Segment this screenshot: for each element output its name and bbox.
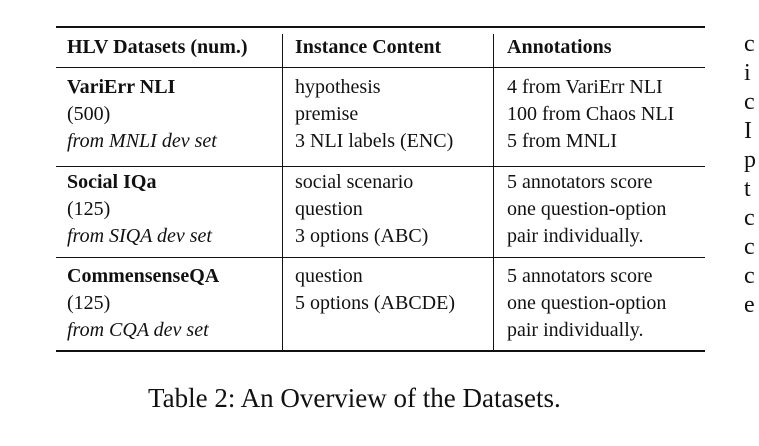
col-divider-2 (493, 34, 494, 351)
margin-letter: e (744, 292, 755, 318)
instance-item: 3 options (ABC) (295, 225, 429, 247)
instance-item: hypothesis (295, 76, 381, 98)
annotation-item: 5 from MNLI (507, 130, 617, 152)
margin-letter: c (744, 263, 755, 289)
margin-letter: i (744, 60, 751, 86)
annotation-item: one question-option (507, 198, 667, 220)
dataset-name: Social IQa (67, 171, 157, 193)
instance-item: question (295, 198, 363, 220)
row-2-dataset-cell (67, 169, 212, 250)
top-rule (56, 26, 705, 28)
margin-letter: I (744, 118, 752, 144)
dataset-count: (125) (67, 198, 111, 220)
annotation-item: 5 annotators score (507, 171, 653, 193)
instance-item: question (295, 265, 363, 287)
annotation-item: 4 from VariErr NLI (507, 76, 663, 98)
margin-letter: c (744, 205, 755, 231)
margin-letter: c (744, 234, 755, 260)
header-annotations: Annotations (507, 36, 612, 58)
row-rule-2 (56, 257, 705, 258)
col-divider-1 (282, 34, 283, 351)
row-3-dataset-cell (67, 263, 219, 344)
row-3-annotations-cell (507, 263, 666, 344)
annotation-item: one question-option (507, 292, 667, 314)
dataset-count: (500) (67, 103, 111, 125)
dataset-count: (125) (67, 292, 111, 314)
row-1-instance-cell (295, 74, 453, 155)
dataset-name: CommensenseQA (67, 265, 220, 287)
row-1-dataset-cell (67, 74, 217, 155)
margin-letter: c (744, 31, 755, 57)
instance-item: 3 NLI labels (ENC) (295, 130, 454, 152)
row-rule-1 (56, 166, 705, 167)
header-rule (56, 67, 705, 68)
annotation-item: pair individually. (507, 319, 644, 341)
cropped-adjacent-column-text (744, 30, 759, 320)
header-instance-content: Instance Content (295, 36, 442, 58)
instance-item: premise (295, 103, 359, 125)
dataset-source: from CQA dev set (67, 319, 209, 341)
margin-letter: p (744, 147, 756, 173)
instance-item: social scenario (295, 171, 414, 193)
row-2-instance-cell (295, 169, 428, 250)
annotation-item: pair individually. (507, 225, 644, 247)
annotation-item: 5 annotators score (507, 265, 653, 287)
dataset-source: from MNLI dev set (67, 130, 217, 152)
instance-item: 5 options (ABCDE) (295, 292, 455, 314)
row-1-annotations-cell (507, 74, 674, 155)
margin-letter: t (744, 176, 751, 202)
header-datasets: HLV Datasets (num.) (67, 36, 248, 58)
margin-letter: c (744, 89, 755, 115)
table-caption: Table 2: An Overview of the Datasets. (148, 383, 561, 413)
bottom-rule (56, 350, 705, 352)
dataset-name: VariErr NLI (67, 76, 176, 98)
dataset-source: from SIQA dev set (67, 225, 212, 247)
annotation-item: 100 from Chaos NLI (507, 103, 675, 125)
row-2-annotations-cell (507, 169, 666, 250)
row-3-instance-cell (295, 263, 455, 317)
